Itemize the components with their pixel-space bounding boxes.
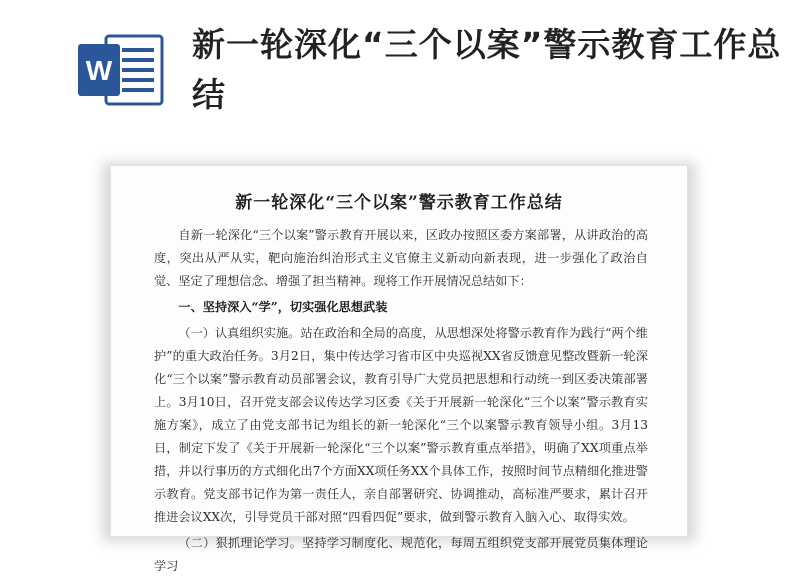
document-body <box>154 224 648 581</box>
header <box>0 0 800 150</box>
paragraph-intro: 自新一轮深化“三个以案”警示教育开展以来，区政办按照区委方案部署，从讲政治的高度，突出从严从实，靶向施治纠治形式主义官僚主义新动向新表现，进一步强化了政治自觉、坚定了理想信念、增强了担当精神。现将工作开展情况总结如下： <box>154 228 648 288</box>
document-page <box>110 165 688 573</box>
section-heading: 一、坚持深入“学”，切实强化思想武装 <box>178 300 388 314</box>
document-title: 新一轮深化“三个以案”警示教育工作总结 <box>235 193 563 213</box>
word-icon-letter: W <box>85 55 113 86</box>
page-title: 新一轮深化“三个以案”警示教育工作总结 <box>192 25 782 114</box>
paragraph-theory-study: （二）狠抓理论学习。坚持学习制度化、规范化，每周五组织党支部开展党员集体理论学习 <box>154 536 648 573</box>
paragraph-implementation: （一）认真组织实施。站在政治和全局的高度，从思想深处将警示教育作为践行“两个维护”的重大政治任务。3月2日，集中传达学习省市区中央巡视XX省反馈意见整改暨新一轮深化“三个以案”警示教育动员部署会议，教育引导广大党员把思想和行动统一到区委决策部署上。3月10日，召开党支部会议传达学习区委《关于开展新一轮深化“三个以案”警示教育实施方案》，成立了由党支部书记为组长的新一轮深化“三个以案警示教育领导小组。3月13日，制定下发了《关于开展新一轮深化“三个以案”警示教育重点举措》，明确了XX项重点举措，并以行事历的方式细化出7个方面XX项任务XX个具体工作，按照时间节点精细化推进警示教育。党支部书记作为第一责任人，亲自部署研究、协调推动，高标准严要求，累计召开推进会议XX次，引导党员干部对照“四看四促”要求，做到警示教育入脑入心、取得实效。 <box>154 326 648 524</box>
word-document-icon <box>76 30 166 110</box>
